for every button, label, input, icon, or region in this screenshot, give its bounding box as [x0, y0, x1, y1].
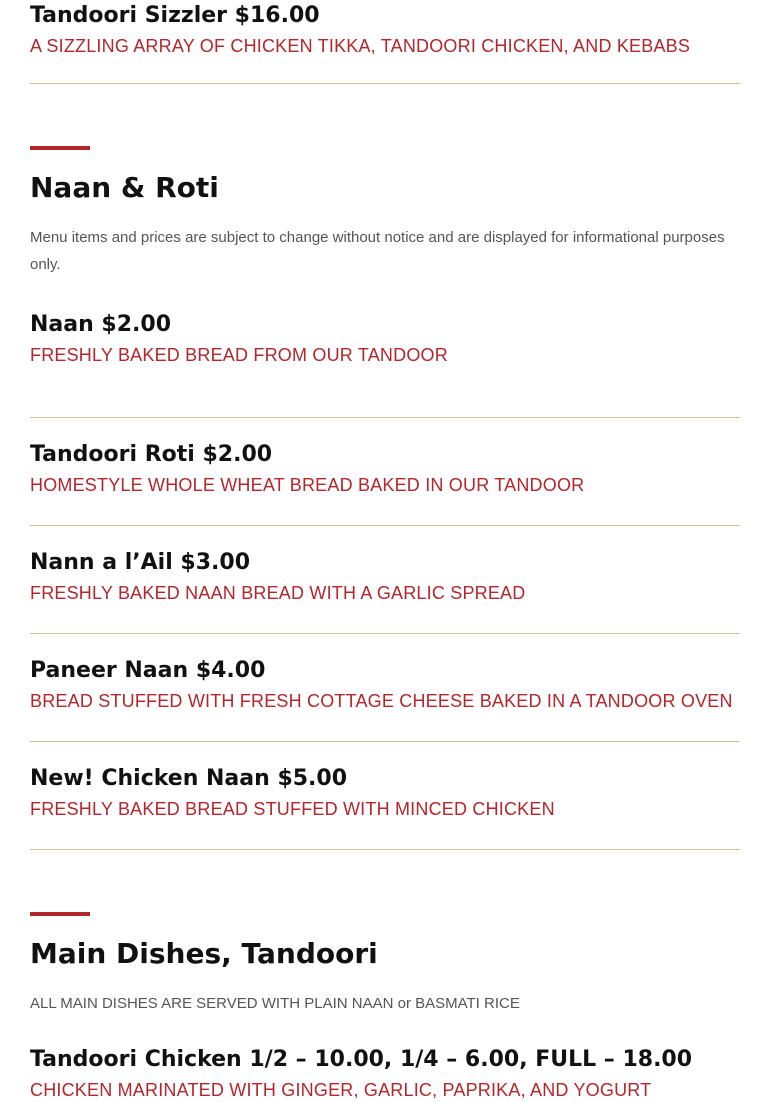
menu-item-title: Naan $2.00: [30, 312, 172, 337]
menu-item-description: CHICKEN MARINATED WITH GINGER, GARLIC, PAPRIKA, AND YOGURT: [30, 1080, 652, 1100]
section-title: Naan & Roti: [30, 171, 219, 204]
menu-item-description: FRESHLY BAKED BREAD FROM OUR TANDOOR: [30, 345, 448, 365]
menu-item: [30, 634, 740, 742]
menu-item-description: HOMESTYLE WHOLE WHEAT BREAD BAKED IN OUR TANDOOR: [30, 475, 585, 495]
menu-item: [30, 742, 740, 850]
menu-item-title: Nann a l’Ail $3.00: [30, 550, 250, 575]
section-note: Menu items and prices are subject to change without notice and are displayed for informational purposes only.: [30, 229, 725, 273]
menu-item: [30, 526, 740, 634]
menu-item-title: Tandoori Sizzler $16.00: [30, 3, 320, 28]
menu-item: [30, 1045, 740, 1102]
menu-item: [30, 306, 740, 418]
menu-item-description: FRESHLY BAKED BREAD STUFFED WITH MINCED CHICKEN: [30, 799, 555, 819]
section-accent-rule: [30, 912, 90, 916]
menu-item: [30, 0, 740, 84]
menu-item-title: New! Chicken Naan $5.00: [30, 766, 348, 791]
menu-item-description: A SIZZLING ARRAY OF CHICKEN TIKKA, TANDOORI CHICKEN, AND KEBABS: [30, 36, 691, 56]
menu-item-description: BREAD STUFFED WITH FRESH COTTAGE CHEESE BAKED IN A TANDOOR OVEN: [30, 691, 733, 711]
menu-item-title: Paneer Naan $4.00: [30, 658, 266, 683]
menu-page: [30, 0, 740, 1102]
menu-item-title: Tandoori Roti $2.00: [30, 442, 273, 467]
menu-item-description: FRESHLY BAKED NAAN BREAD WITH A GARLIC SPREAD: [30, 583, 526, 603]
menu-item: [30, 418, 740, 526]
section-title: Main Dishes, Tandoori: [30, 937, 378, 970]
section-accent-rule: [30, 146, 90, 150]
section-note: ALL MAIN DISHES ARE SERVED WITH PLAIN NAAN or BASMATI RICE: [30, 995, 520, 1012]
menu-item-title: Tandoori Chicken 1/2 – 10.00, 1/4 – 6.00, FULL – 18.00: [30, 1047, 693, 1072]
section-main-dishes: [30, 912, 740, 1102]
section-naan-roti: [30, 146, 740, 850]
